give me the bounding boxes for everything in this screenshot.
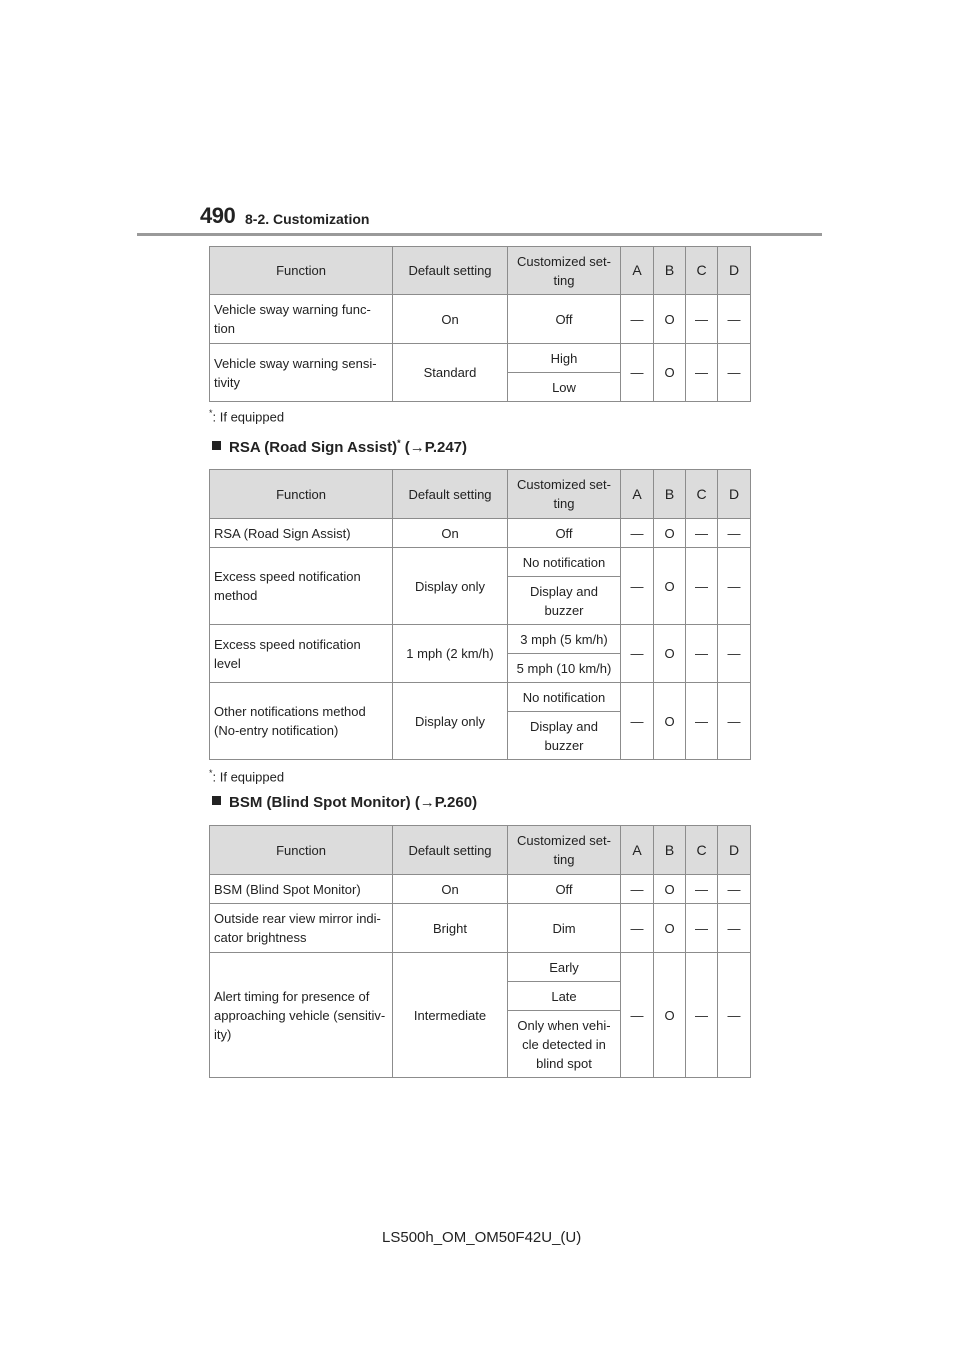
function-cell: Outside rear view mirror indi-cator brightness xyxy=(210,904,393,953)
column-header-a: A xyxy=(621,470,654,519)
column-header-c: C xyxy=(686,470,718,519)
c-cell: — xyxy=(686,519,718,548)
b-cell: O xyxy=(654,904,686,953)
section-heading-sup: * xyxy=(397,438,401,448)
section-title: 8-2. Customization xyxy=(245,211,370,227)
table-row xyxy=(210,519,751,548)
column-header-d: D xyxy=(718,470,751,519)
column-header-default: Default setting xyxy=(393,470,508,519)
column-header-b: B xyxy=(654,247,686,295)
custom-cell: High xyxy=(508,344,621,373)
b-cell: O xyxy=(654,519,686,548)
table-row xyxy=(210,875,751,904)
square-bullet-icon xyxy=(212,441,221,450)
b-cell: O xyxy=(654,548,686,625)
table-header-row xyxy=(210,470,751,519)
custom-cell: Off xyxy=(508,875,621,904)
default-cell: On xyxy=(393,519,508,548)
b-cell: O xyxy=(654,875,686,904)
section-heading-rsa xyxy=(212,438,467,456)
footnote-text: : If equipped xyxy=(212,409,285,425)
function-cell: Vehicle sway warning func-tion xyxy=(210,295,393,344)
table-row xyxy=(210,295,751,344)
c-cell: — xyxy=(686,625,718,683)
table-header-row xyxy=(210,826,751,875)
column-header-default: Default setting xyxy=(393,247,508,295)
column-header-a: A xyxy=(621,826,654,875)
footnote xyxy=(209,408,284,424)
header-rule xyxy=(137,233,822,236)
footnote xyxy=(209,768,284,784)
table-row xyxy=(210,625,751,654)
a-cell: — xyxy=(621,548,654,625)
column-header-function: Function xyxy=(210,247,393,295)
footnote-mark: * xyxy=(209,768,213,778)
d-cell: — xyxy=(718,953,751,1078)
default-cell: Intermediate xyxy=(393,953,508,1078)
default-cell: Display only xyxy=(393,548,508,625)
b-cell: O xyxy=(654,683,686,760)
custom-cell: Low xyxy=(508,373,621,402)
footnote-mark: * xyxy=(209,408,213,418)
column-header-a: A xyxy=(621,247,654,295)
b-cell: O xyxy=(654,625,686,683)
a-cell: — xyxy=(621,625,654,683)
custom-cell: 5 mph (10 km/h) xyxy=(508,654,621,683)
c-cell: — xyxy=(686,953,718,1078)
rsa-table xyxy=(209,469,751,760)
d-cell: — xyxy=(718,519,751,548)
c-cell: — xyxy=(686,683,718,760)
table-row xyxy=(210,904,751,953)
column-header-d: D xyxy=(718,826,751,875)
a-cell: — xyxy=(621,519,654,548)
d-cell: — xyxy=(718,904,751,953)
document-code: LS500h_OM_OM50F42U_(U) xyxy=(382,1229,582,1246)
function-cell: Vehicle sway warning sensi-tivity xyxy=(210,344,393,402)
default-cell: On xyxy=(393,875,508,904)
custom-cell: Early xyxy=(508,953,621,982)
d-cell: — xyxy=(718,625,751,683)
d-cell: — xyxy=(718,344,751,402)
table-header-row xyxy=(210,247,751,295)
function-cell: Other notifications method (No-entry notification) xyxy=(210,683,393,760)
table-row xyxy=(210,953,751,982)
page-number: 490 xyxy=(200,203,236,228)
footnote-text: : If equipped xyxy=(212,769,285,785)
column-header-default: Default setting xyxy=(393,826,508,875)
function-cell: BSM (Blind Spot Monitor) xyxy=(210,875,393,904)
column-header-b: B xyxy=(654,470,686,519)
column-header-customized: Customized set-ting xyxy=(508,247,621,295)
function-cell: Excess speed notification level xyxy=(210,625,393,683)
function-cell: RSA (Road Sign Assist) xyxy=(210,519,393,548)
d-cell: — xyxy=(718,683,751,760)
column-header-b: B xyxy=(654,826,686,875)
function-cell: Alert timing for presence of approaching vehicle (sensitiv-ity) xyxy=(210,953,393,1078)
c-cell: — xyxy=(686,344,718,402)
custom-cell: Off xyxy=(508,519,621,548)
default-cell: 1 mph (2 km/h) xyxy=(393,625,508,683)
default-cell: On xyxy=(393,295,508,344)
column-header-function: Function xyxy=(210,470,393,519)
bsm-table xyxy=(209,825,751,1078)
d-cell: — xyxy=(718,295,751,344)
custom-cell: Dim xyxy=(508,904,621,953)
custom-cell: Late xyxy=(508,982,621,1011)
d-cell: — xyxy=(718,875,751,904)
column-header-customized: Customized set-ting xyxy=(508,470,621,519)
default-cell: Bright xyxy=(393,904,508,953)
a-cell: — xyxy=(621,295,654,344)
a-cell: — xyxy=(621,683,654,760)
b-cell: O xyxy=(654,344,686,402)
column-header-function: Function xyxy=(210,826,393,875)
a-cell: — xyxy=(621,875,654,904)
page-reference: (→P.247) xyxy=(404,439,468,456)
section-heading-text: BSM (Blind Spot Monitor) xyxy=(229,794,411,811)
b-cell: O xyxy=(654,295,686,344)
section-heading-bsm xyxy=(212,794,477,811)
column-header-c: C xyxy=(686,247,718,295)
custom-cell: No notification xyxy=(508,683,621,712)
c-cell: — xyxy=(686,904,718,953)
vehicle-sway-table xyxy=(209,246,751,402)
c-cell: — xyxy=(686,548,718,625)
custom-cell: Display and buzzer xyxy=(508,577,621,625)
custom-cell: Only when vehi-cle detected in blind spot xyxy=(508,1011,621,1078)
function-cell: Excess speed notification method xyxy=(210,548,393,625)
custom-cell: No notification xyxy=(508,548,621,577)
c-cell: — xyxy=(686,875,718,904)
default-cell: Standard xyxy=(393,344,508,402)
custom-cell: 3 mph (5 km/h) xyxy=(508,625,621,654)
table-row xyxy=(210,683,751,712)
c-cell: — xyxy=(686,295,718,344)
custom-cell: Display and buzzer xyxy=(508,712,621,760)
square-bullet-icon xyxy=(212,796,221,805)
column-header-d: D xyxy=(718,247,751,295)
table-row xyxy=(210,548,751,577)
b-cell: O xyxy=(654,953,686,1078)
column-header-customized: Customized set-ting xyxy=(508,826,621,875)
default-cell: Display only xyxy=(393,683,508,760)
a-cell: — xyxy=(621,344,654,402)
column-header-c: C xyxy=(686,826,718,875)
section-heading-text: RSA (Road Sign Assist) xyxy=(229,439,398,456)
a-cell: — xyxy=(621,904,654,953)
page-reference: (→P.260) xyxy=(414,794,478,811)
d-cell: — xyxy=(718,548,751,625)
custom-cell: Off xyxy=(508,295,621,344)
a-cell: — xyxy=(621,953,654,1078)
table-row xyxy=(210,344,751,373)
